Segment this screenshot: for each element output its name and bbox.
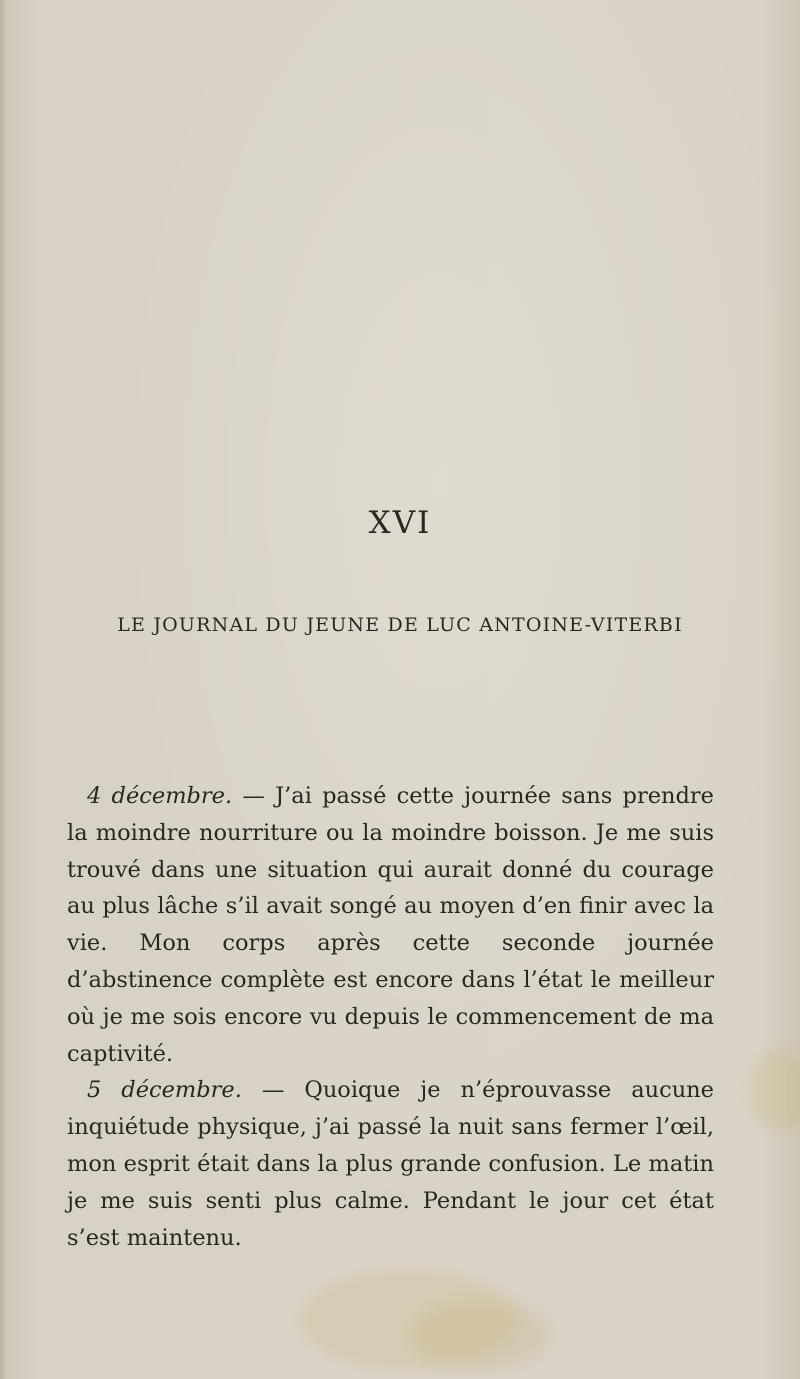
entry-text: — J’ai passé cette journée sans prendre la moindre nourriture ou la moindre boisson. Je me suis trouvé dans une situation qui aurait donné du courage au plus lâche s’il avait songé au moyen d’en finir avec la vie. Mon corps après cette seconde journée d’abstinence complète est encore dans l’état le meilleur où je me sois encore vu depuis le commencement de ma captivité. xyxy=(67,783,714,1067)
entry-text: — Quoique je n’éprouvasse aucune inquiétude physique, j’ai passé la nuit sans fermer l’œil, mon esprit était dans la plus grande confusion. Le matin je me suis senti plus calme. Pendant le jour cet état s’est maintenu. xyxy=(67,1077,714,1251)
entry-date: 5 décembre. xyxy=(87,1077,242,1104)
diary-entry xyxy=(67,1072,714,1256)
chapter-title: LE JOURNAL DU JEUNE DE LUC ANTOINE-VITERBI xyxy=(117,614,683,636)
page-gutter-shadow xyxy=(0,0,8,1379)
chapter-number: XVI xyxy=(368,505,432,541)
entry-date: 4 décembre. xyxy=(87,783,233,809)
paper-stain xyxy=(750,1050,800,1130)
chapter-body xyxy=(67,778,714,1256)
diary-entry xyxy=(67,778,714,1072)
paper-stain xyxy=(410,1300,550,1370)
